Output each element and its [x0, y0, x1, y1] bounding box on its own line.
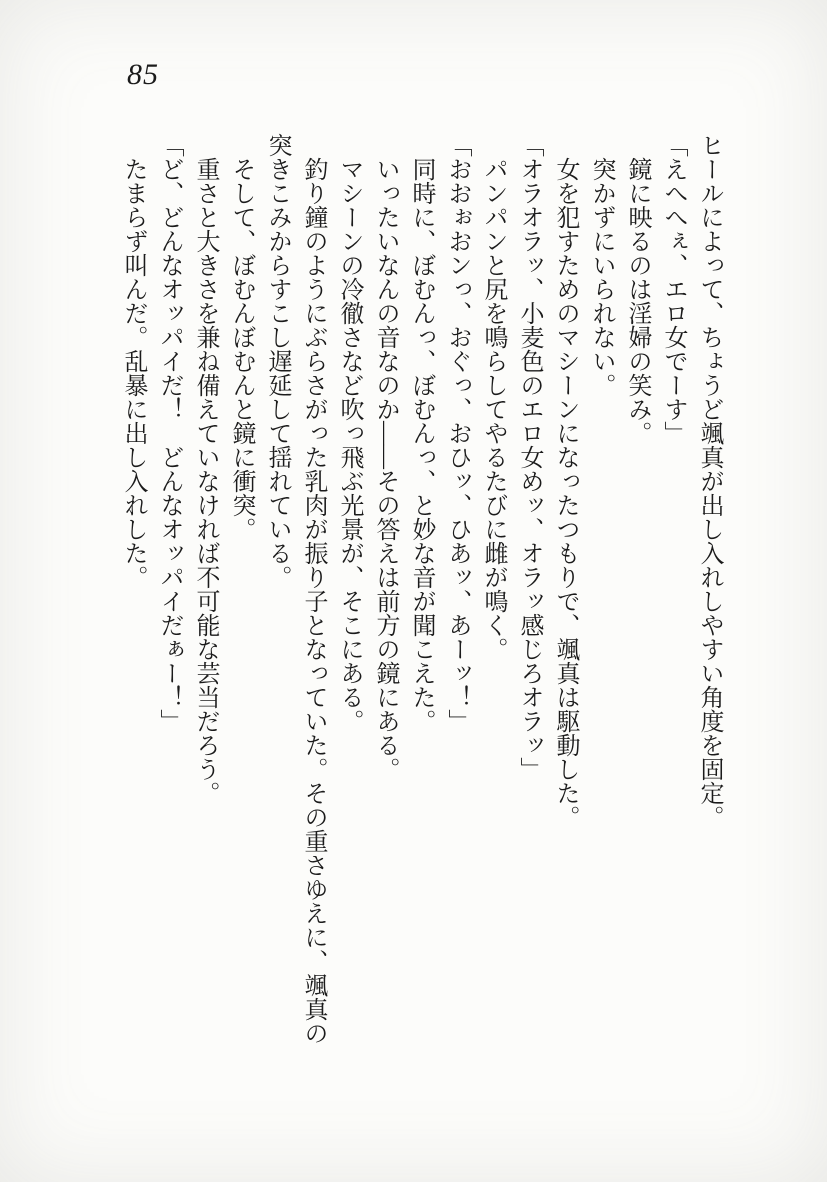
narration-paragraph: 重さと大きさを兼ね備えていなければ不可能な芸当だろう。	[192, 157, 218, 805]
page-text	[97, 133, 727, 1051]
page-number: 85	[127, 58, 159, 91]
narration-paragraph: 同時に、ぼむんっ、ぼむんっ、と妙な音が聞こえた。	[408, 157, 434, 733]
narration-paragraph: マシーンの冷徹さなど吹っ飛ぶ光景が、そこにある。	[336, 157, 362, 733]
narration-paragraph: たまらず叫んだ。乱暴に出し入れした。	[120, 157, 146, 589]
narration-paragraph: 突かずにいられない。	[588, 157, 614, 397]
narration-paragraph: いったいなんの音なのか――その答えは前方の鏡にある。	[372, 157, 398, 781]
dialogue-paragraph: 「オラオラッ、小麦色のエロ女めッ、オラッ感じろオラッ」	[516, 133, 542, 781]
dialogue-paragraph: 「ど、どんなオッパイだ！ どんなオッパイだぁー！」	[156, 133, 182, 733]
narration-paragraph: 女を犯すためのマシーンになったつもりで、颯真は駆動した。	[552, 157, 578, 829]
narration-paragraph: そして、ぼむんぼむんと鏡に衝突。	[228, 157, 254, 541]
dialogue-paragraph: 「おおぉおンっ、おぐっ、おひッ、ひあッ、あーッ！」	[444, 133, 470, 733]
narration-paragraph: 鏡に映るのは淫婦の笑み。	[624, 157, 650, 445]
narration-paragraph: パンパンと尻を鳴らしてやるたびに雌が鳴く。	[480, 157, 506, 661]
narration-paragraph: ヒールによって、ちょうど颯真が出し入れしやすい角度を固定。	[696, 133, 722, 829]
narration-paragraph: 釣り鐘のようにぶらさがった乳肉が振り子となっていた。その重さゆえに、颯真の突きこみからすこし遅延して揺れている。	[264, 133, 326, 1045]
dialogue-paragraph: 「えへへぇ、エロ女でーす」	[660, 133, 686, 445]
